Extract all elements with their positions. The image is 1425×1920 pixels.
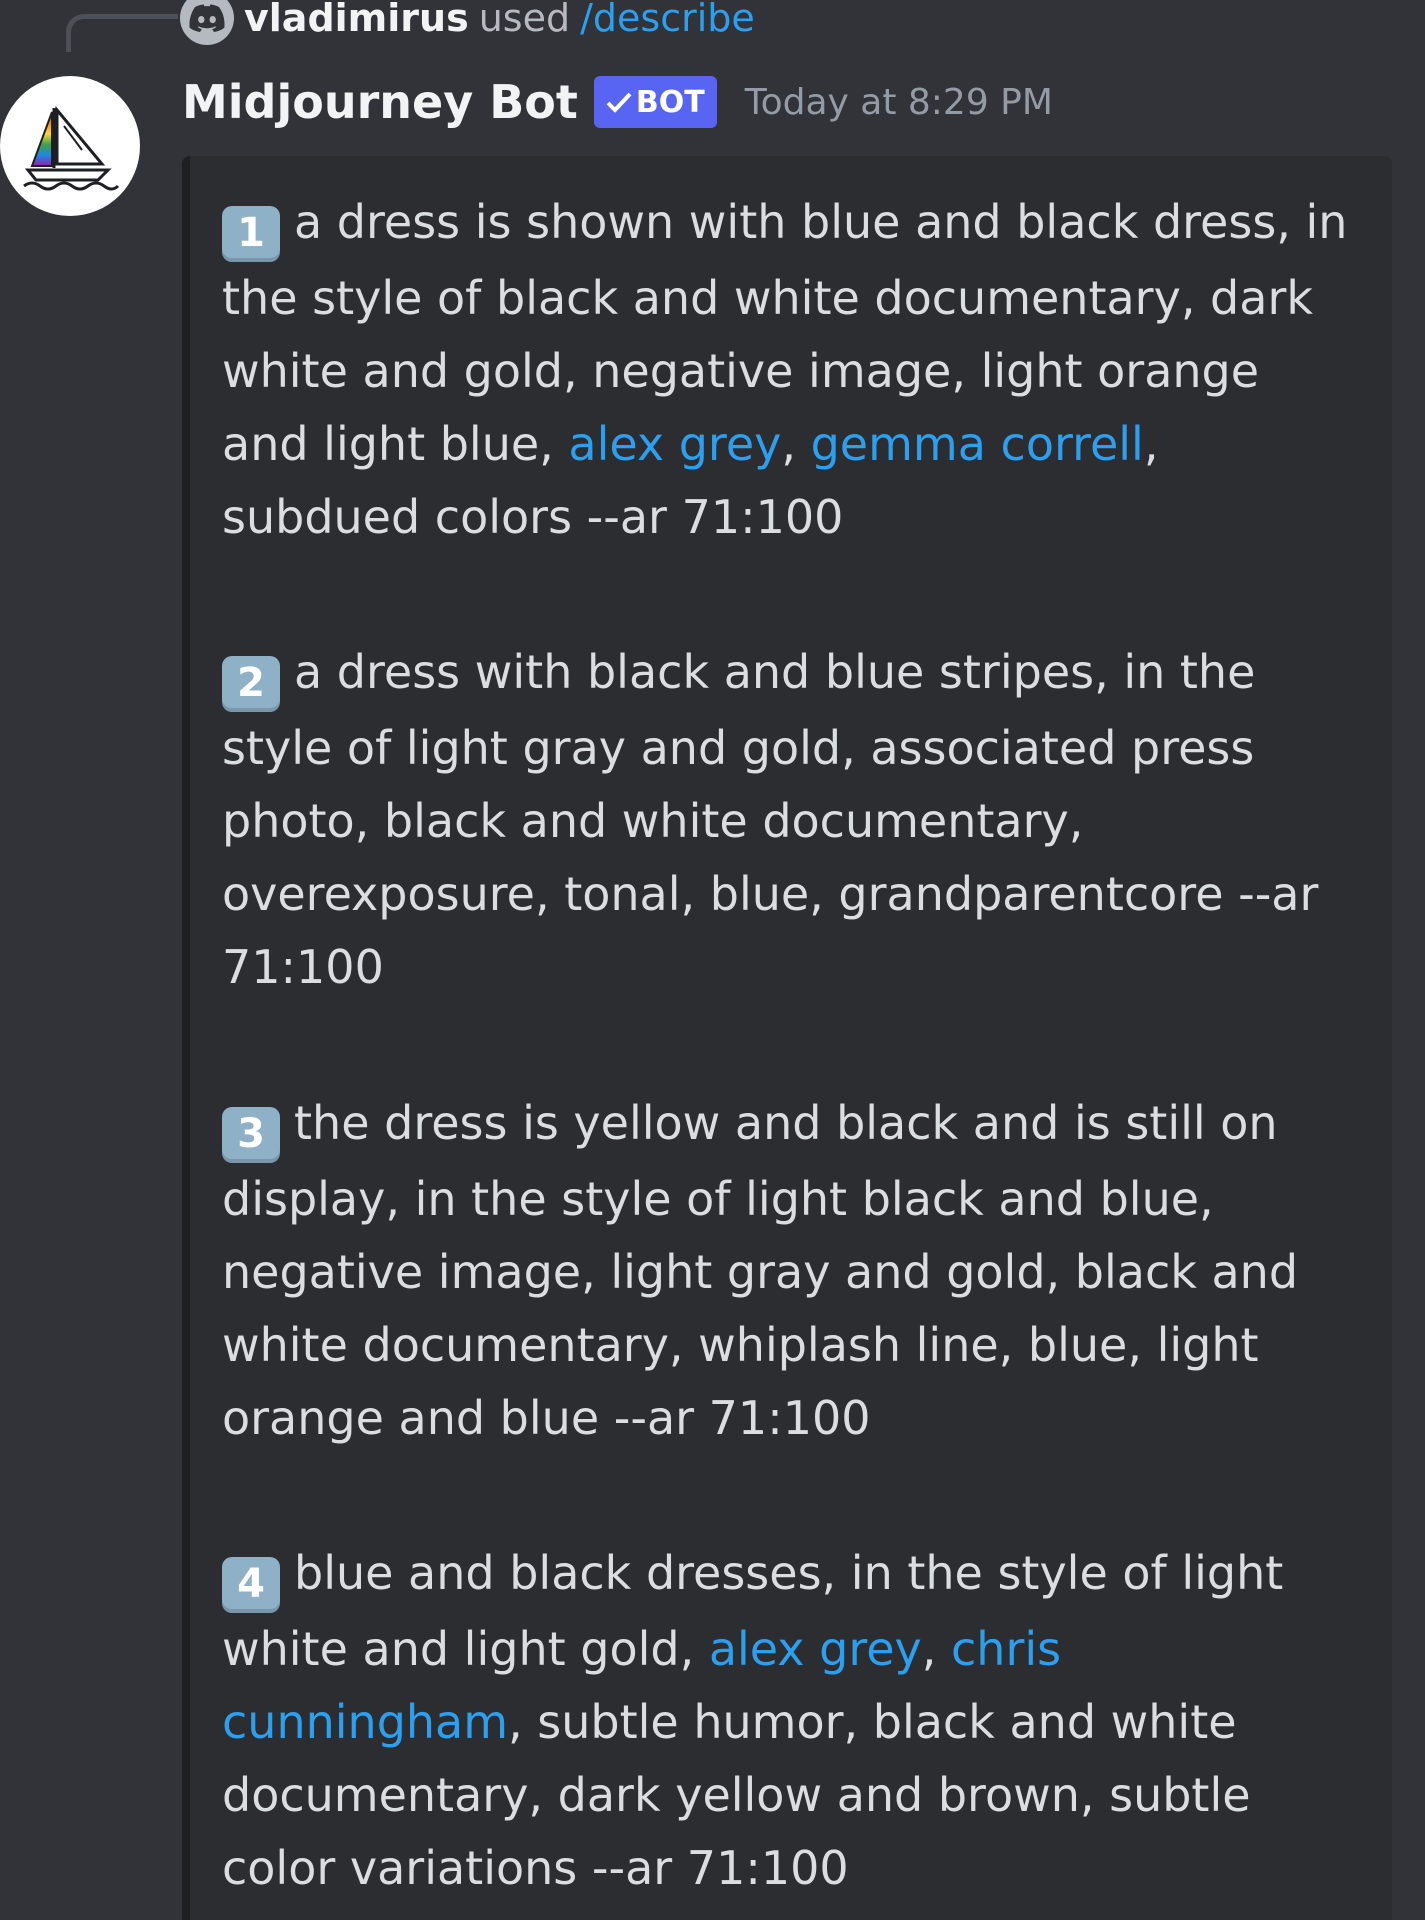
describe-embed (182, 156, 1392, 1920)
prompt-option-3 (222, 1087, 1352, 1455)
reply-connector-line (66, 14, 178, 52)
checkmark-icon (606, 91, 632, 113)
prompt-text: , subdued colors --ar 71:100 (222, 416, 1159, 544)
reply-username[interactable]: vladimirus (244, 0, 469, 40)
prompt-text: a dress is shown with blue and black dress, in the style of black and white documentary, dark white and gold, negative image, light orange and light blue, (222, 195, 1348, 471)
artist-link-alex-grey[interactable]: alex grey (708, 1621, 922, 1676)
prompt-text: blue and black dresses, in the style of light white and light gold, (222, 1546, 1284, 1676)
artist-link-gemma-correll[interactable]: gemma correll (810, 416, 1144, 471)
reply-reference[interactable] (180, 0, 755, 42)
discord-logo-icon[interactable] (180, 0, 234, 45)
keycap-3-icon: 3 (222, 1107, 280, 1163)
prompt-option-2 (222, 636, 1352, 1004)
separator: , (781, 416, 811, 471)
keycap-2-icon: 2 (222, 656, 280, 712)
reply-action-text: used (478, 0, 571, 40)
keycap-4-icon: 4 (222, 1557, 280, 1613)
bot-badge (594, 76, 717, 128)
reply-command-link[interactable]: /describe (580, 0, 755, 40)
prompt-option-1 (222, 186, 1352, 554)
bot-badge-label: BOT (635, 84, 705, 120)
message-header (182, 70, 1053, 134)
prompt-text: the dress is yellow and black and is still on display, in the style of light black and blue, negative image, light gray and gold, black and white documentary, whiplash line, blue, light orange and blue --ar 71:100 (222, 1096, 1299, 1445)
separator: , (921, 1621, 952, 1676)
artist-link-chris-cunningham[interactable]: chris cunningham (222, 1621, 1062, 1749)
keycap-1-icon: 1 (222, 206, 280, 262)
sailboat-logo-icon (14, 90, 126, 202)
message-timestamp[interactable]: Today at 8:29 PM (744, 81, 1053, 123)
artist-link-alex-grey[interactable]: alex grey (568, 416, 782, 471)
prompt-option-4 (222, 1537, 1352, 1905)
author-name[interactable]: Midjourney Bot (182, 75, 578, 129)
prompt-text: , subtle humor, black and white documentary, dark yellow and brown, subtle color variations --ar 71:100 (222, 1694, 1251, 1895)
bot-avatar[interactable] (0, 76, 140, 216)
prompt-text: a dress with black and blue stripes, in the style of light gray and gold, associated press photo, black and white documentary, overexposure, tonal, blue, grandparentcore --ar 71:100 (222, 645, 1319, 994)
